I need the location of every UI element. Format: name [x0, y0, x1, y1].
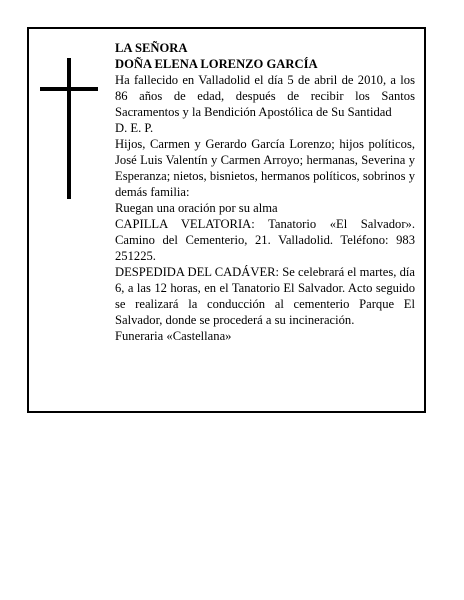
cross-horizontal-bar — [40, 87, 98, 91]
funeral-home: Funeraria «Castellana» — [115, 329, 232, 343]
rest-in-peace: D. E. P. — [115, 121, 154, 135]
funeral-farewell-info: DESPEDIDA DEL CADÁVER: Se celebrará el martes, día 6, a las 12 horas, en el Tanatorio El Salvador. Acto seguido se realizará la conducción al cementerio Parque El Salvador, donde se procederá a su incineración. — [115, 265, 415, 327]
deceased-name: DOÑA ELENA LORENZO GARCÍA — [115, 57, 318, 71]
notice-title: LA SEÑORA — [115, 41, 188, 55]
cross-vertical-bar — [67, 58, 71, 199]
wake-chapel-info: CAPILLA VELATORIA: Tanatorio «El Salvador». Camino del Cementerio, 21. Valladolid. Teléfono: 983 251225. — [115, 217, 415, 263]
family-list: Hijos, Carmen y Gerardo García Lorenzo; hijos políticos, José Luis Valentín y Carmen Arroyo; hermanas, Severina y Esperanza; nietos, bisnietos, hermanos políticos, sobrinos y demás familia: — [115, 137, 415, 199]
obituary-text — [115, 40, 415, 344]
prayer-request: Ruegan una oración por su alma — [115, 201, 278, 215]
obituary-notice — [27, 27, 426, 413]
death-announcement: Ha fallecido en Valladolid el día 5 de abril de 2010, a los 86 años de edad, después de recibir los Santos Sacramentos y la Bendición Apostólica de Su Santidad — [115, 73, 415, 119]
